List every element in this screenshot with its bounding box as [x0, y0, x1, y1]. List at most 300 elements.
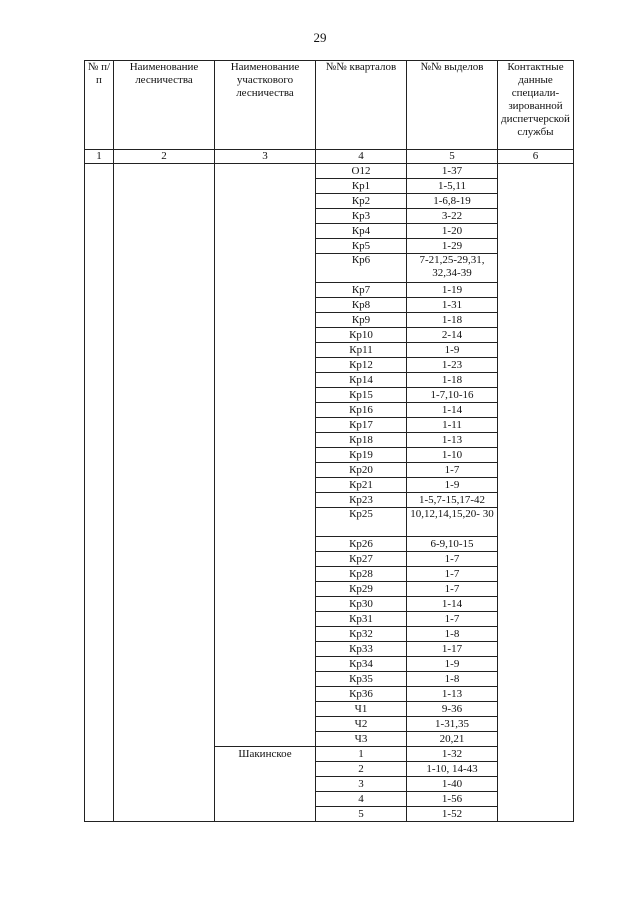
vydel-cell: 1-20: [407, 224, 498, 239]
vydel-cell: 1-8: [407, 672, 498, 687]
district-forestry-cell: [215, 254, 316, 283]
forestry-cell: [114, 777, 215, 792]
district-forestry-cell: [215, 657, 316, 672]
kvartal-cell: 3: [316, 777, 407, 792]
district-forestry-cell: Шакинское: [215, 747, 316, 762]
table-row: [85, 448, 574, 463]
forestry-cell: [114, 807, 215, 822]
forestry-cell: [114, 194, 215, 209]
table-row: [85, 493, 574, 508]
row-number-cell: [85, 463, 114, 478]
vydel-cell: 1-5,7-15,17-42: [407, 493, 498, 508]
contacts-cell: [498, 313, 574, 328]
forestry-cell: [114, 209, 215, 224]
row-number-cell: [85, 328, 114, 343]
district-forestry-cell: [215, 567, 316, 582]
kvartal-cell: Кр14: [316, 373, 407, 388]
header-vydels: №№ выделов: [407, 61, 498, 150]
column-number: 4: [316, 150, 407, 164]
table-row: [85, 328, 574, 343]
forestry-cell: [114, 627, 215, 642]
contacts-cell: [498, 552, 574, 567]
contacts-cell: [498, 717, 574, 732]
table-row: [85, 433, 574, 448]
table-row: [85, 612, 574, 627]
table-row: [85, 567, 574, 582]
vydel-cell: 1-17: [407, 642, 498, 657]
vydel-cell: 1-29: [407, 239, 498, 254]
kvartal-cell: Кр12: [316, 358, 407, 373]
vydel-cell: 1-14: [407, 597, 498, 612]
table-row: [85, 283, 574, 298]
contacts-cell: [498, 239, 574, 254]
contacts-cell: [498, 732, 574, 747]
district-forestry-cell: [215, 298, 316, 313]
kvartal-cell: Кр5: [316, 239, 407, 254]
contacts-cell: [498, 388, 574, 403]
forestry-cell: [114, 313, 215, 328]
vydel-cell: 2-14: [407, 328, 498, 343]
kvartal-cell: Кр16: [316, 403, 407, 418]
row-number-cell: [85, 179, 114, 194]
forestry-cell: [114, 672, 215, 687]
table-row: [85, 582, 574, 597]
row-number-cell: [85, 493, 114, 508]
district-forestry-cell: [215, 343, 316, 358]
row-number-cell: [85, 567, 114, 582]
vydel-cell: 1-11: [407, 418, 498, 433]
table-row: [85, 209, 574, 224]
table-row: [85, 358, 574, 373]
kvartal-cell: Кр15: [316, 388, 407, 403]
forestry-cell: [114, 433, 215, 448]
district-forestry-cell: [215, 448, 316, 463]
row-number-cell: [85, 343, 114, 358]
table-row: [85, 403, 574, 418]
vydel-cell: 20,21: [407, 732, 498, 747]
forestry-cell: [114, 687, 215, 702]
kvartal-cell: Кр30: [316, 597, 407, 612]
contacts-cell: [498, 224, 574, 239]
kvartal-cell: Кр29: [316, 582, 407, 597]
row-number-cell: [85, 283, 114, 298]
contacts-cell: [498, 597, 574, 612]
kvartal-cell: Кр28: [316, 567, 407, 582]
kvartal-cell: 2: [316, 762, 407, 777]
district-forestry-cell: [215, 224, 316, 239]
row-number-cell: [85, 418, 114, 433]
district-forestry-cell: [215, 552, 316, 567]
contacts-cell: [498, 478, 574, 493]
district-forestry-cell: [215, 687, 316, 702]
district-forestry-cell: [215, 433, 316, 448]
kvartal-cell: Кр35: [316, 672, 407, 687]
vydel-cell: 9-36: [407, 702, 498, 717]
row-number-cell: [85, 792, 114, 807]
vydel-cell: 1-19: [407, 283, 498, 298]
district-forestry-cell: [215, 239, 316, 254]
district-forestry-cell: [215, 328, 316, 343]
district-forestry-cell: [215, 403, 316, 418]
forestry-cell: [114, 567, 215, 582]
row-number-cell: [85, 194, 114, 209]
table-row: [85, 164, 574, 179]
forestry-cell: [114, 403, 215, 418]
vydel-cell: 1-10, 14-43: [407, 762, 498, 777]
row-number-cell: [85, 224, 114, 239]
forestry-cell: [114, 702, 215, 717]
vydel-cell: 1-32: [407, 747, 498, 762]
kvartal-cell: Ч1: [316, 702, 407, 717]
contacts-cell: [498, 179, 574, 194]
kvartal-cell: Кр17: [316, 418, 407, 433]
row-number-cell: [85, 582, 114, 597]
kvartal-cell: Кр4: [316, 224, 407, 239]
contacts-cell: [498, 343, 574, 358]
kvartal-cell: Кр8: [316, 298, 407, 313]
row-number-cell: [85, 537, 114, 552]
row-number-cell: [85, 388, 114, 403]
column-number-row: [85, 150, 574, 164]
forestry-cell: [114, 792, 215, 807]
contacts-cell: [498, 194, 574, 209]
district-forestry-cell: [215, 209, 316, 224]
row-number-cell: [85, 777, 114, 792]
contacts-cell: [498, 373, 574, 388]
contacts-cell: [498, 747, 574, 762]
table-row: [85, 717, 574, 732]
row-number-cell: [85, 478, 114, 493]
district-forestry-cell: [215, 164, 316, 179]
contacts-cell: [498, 254, 574, 283]
district-forestry-cell: [215, 418, 316, 433]
row-number-cell: [85, 762, 114, 777]
contacts-cell: [498, 283, 574, 298]
forestry-cell: [114, 478, 215, 493]
table-row: [85, 313, 574, 328]
row-number-cell: [85, 508, 114, 537]
forestry-cell: [114, 254, 215, 283]
forestry-cell: [114, 164, 215, 179]
table-row: [85, 254, 574, 283]
contacts-cell: [498, 298, 574, 313]
column-number: 6: [498, 150, 574, 164]
kvartal-cell: Кр34: [316, 657, 407, 672]
table-row: [85, 224, 574, 239]
forestry-cell: [114, 224, 215, 239]
forestry-cell: [114, 582, 215, 597]
table-row: [85, 298, 574, 313]
forestry-cell: [114, 612, 215, 627]
district-forestry-cell: [215, 627, 316, 642]
table-row: [85, 552, 574, 567]
forestry-cell: [114, 552, 215, 567]
district-forestry-cell: [215, 537, 316, 552]
kvartal-cell: Кр25: [316, 508, 407, 537]
forestry-cell: [114, 179, 215, 194]
kvartal-cell: 5: [316, 807, 407, 822]
kvartal-cell: Ч2: [316, 717, 407, 732]
row-number-cell: [85, 747, 114, 762]
contacts-cell: [498, 463, 574, 478]
vydel-cell: 1-7: [407, 552, 498, 567]
table-row: [85, 642, 574, 657]
vydel-cell: 1-7: [407, 463, 498, 478]
forestry-cell: [114, 298, 215, 313]
table-row: [85, 627, 574, 642]
contacts-cell: [498, 418, 574, 433]
contacts-cell: [498, 537, 574, 552]
row-number-cell: [85, 298, 114, 313]
row-number-cell: [85, 702, 114, 717]
header-kvartals: №№ кварталов: [316, 61, 407, 150]
contacts-cell: [498, 642, 574, 657]
district-forestry-cell: [215, 373, 316, 388]
contacts-cell: [498, 328, 574, 343]
vydel-cell: 1-23: [407, 358, 498, 373]
vydel-cell: 1-7,10-16: [407, 388, 498, 403]
forestry-cell: [114, 448, 215, 463]
vydel-cell: 10,12,14,15,20- 30: [407, 508, 498, 537]
vydel-cell: 1-7: [407, 612, 498, 627]
table-row: [85, 777, 574, 792]
kvartal-cell: Кр18: [316, 433, 407, 448]
column-number: 3: [215, 150, 316, 164]
contacts-cell: [498, 687, 574, 702]
row-number-cell: [85, 717, 114, 732]
forestry-cell: [114, 537, 215, 552]
vydel-cell: 1-10: [407, 448, 498, 463]
table-row: [85, 478, 574, 493]
district-forestry-cell: [215, 732, 316, 747]
forestry-cell: [114, 508, 215, 537]
table-row: [85, 597, 574, 612]
district-forestry-cell: [215, 179, 316, 194]
table-row: [85, 537, 574, 552]
forestry-cell: [114, 418, 215, 433]
column-number: 1: [85, 150, 114, 164]
vydel-cell: 1-6,8-19: [407, 194, 498, 209]
vydel-cell: 1-7: [407, 582, 498, 597]
row-number-cell: [85, 732, 114, 747]
vydel-cell: 1-13: [407, 433, 498, 448]
contacts-cell: [498, 582, 574, 597]
forestry-cell: [114, 358, 215, 373]
kvartal-cell: Кр11: [316, 343, 407, 358]
forestry-cell: [114, 717, 215, 732]
vydel-cell: 1-31: [407, 298, 498, 313]
table-row: [85, 792, 574, 807]
kvartal-cell: Кр20: [316, 463, 407, 478]
forestry-cell: [114, 597, 215, 612]
district-forestry-cell: [215, 358, 316, 373]
kvartal-cell: 1: [316, 747, 407, 762]
district-forestry-cell: [215, 493, 316, 508]
district-forestry-cell: [215, 313, 316, 328]
row-number-cell: [85, 313, 114, 328]
row-number-cell: [85, 403, 114, 418]
vydel-cell: 1-7: [407, 567, 498, 582]
table-row: [85, 657, 574, 672]
district-forestry-cell: [215, 597, 316, 612]
contacts-cell: [498, 627, 574, 642]
vydel-cell: 1-9: [407, 343, 498, 358]
kvartal-cell: Кр27: [316, 552, 407, 567]
header-num: № п/п: [85, 61, 114, 150]
district-forestry-cell: [215, 194, 316, 209]
row-number-cell: [85, 254, 114, 283]
kvartal-cell: Кр7: [316, 283, 407, 298]
row-number-cell: [85, 657, 114, 672]
kvartal-cell: Кр23: [316, 493, 407, 508]
header-district-forestry: Наименование участкового лесничества: [215, 61, 316, 150]
row-number-cell: [85, 373, 114, 388]
forestry-cell: [114, 283, 215, 298]
table-row: [85, 508, 574, 537]
table-row: [85, 388, 574, 403]
kvartal-cell: Кр10: [316, 328, 407, 343]
vydel-cell: 1-8: [407, 627, 498, 642]
row-number-cell: [85, 612, 114, 627]
contacts-cell: [498, 209, 574, 224]
district-forestry-cell: [215, 702, 316, 717]
kvartal-cell: Кр26: [316, 537, 407, 552]
vydel-cell: 1-31,35: [407, 717, 498, 732]
vydel-cell: 1-18: [407, 373, 498, 388]
contacts-cell: [498, 433, 574, 448]
forestry-cell: [114, 762, 215, 777]
forestry-cell: [114, 463, 215, 478]
row-number-cell: [85, 642, 114, 657]
contacts-cell: [498, 164, 574, 179]
vydel-cell: 1-18: [407, 313, 498, 328]
kvartal-cell: Кр32: [316, 627, 407, 642]
contacts-cell: [498, 508, 574, 537]
table-row: [85, 687, 574, 702]
page-number: 29: [313, 30, 327, 45]
kvartal-cell: Кр19: [316, 448, 407, 463]
district-forestry-cell: [215, 762, 316, 777]
district-forestry-cell: [215, 672, 316, 687]
forestry-cell: [114, 642, 215, 657]
contacts-cell: [498, 448, 574, 463]
row-number-cell: [85, 433, 114, 448]
district-forestry-cell: [215, 582, 316, 597]
table-row: [85, 239, 574, 254]
kvartal-cell: Ч3: [316, 732, 407, 747]
table-row: [85, 732, 574, 747]
row-number-cell: [85, 209, 114, 224]
district-forestry-cell: [215, 717, 316, 732]
vydel-cell: 1-9: [407, 478, 498, 493]
vydel-cell: 1-14: [407, 403, 498, 418]
vydel-cell: 3-22: [407, 209, 498, 224]
table-row: [85, 807, 574, 822]
contacts-cell: [498, 657, 574, 672]
kvartal-cell: 4: [316, 792, 407, 807]
kvartal-cell: Кр36: [316, 687, 407, 702]
vydel-cell: 1-40: [407, 777, 498, 792]
vydel-cell: 6-9,10-15: [407, 537, 498, 552]
forestry-cell: [114, 388, 215, 403]
forestry-cell: [114, 657, 215, 672]
kvartal-cell: О12: [316, 164, 407, 179]
forestry-cell: [114, 493, 215, 508]
forestry-cell: [114, 343, 215, 358]
kvartal-cell: Кр33: [316, 642, 407, 657]
row-number-cell: [85, 627, 114, 642]
header-contacts: Контактные данные специали-зированной диспетчерской службы: [498, 61, 574, 150]
kvartal-cell: Кр3: [316, 209, 407, 224]
contacts-cell: [498, 807, 574, 822]
district-forestry-cell: [215, 463, 316, 478]
kvartal-cell: Кр1: [316, 179, 407, 194]
row-number-cell: [85, 239, 114, 254]
row-number-cell: [85, 807, 114, 822]
table-row: [85, 194, 574, 209]
vydel-cell: 1-9: [407, 657, 498, 672]
forestry-cell: [114, 732, 215, 747]
vydel-cell: 1-56: [407, 792, 498, 807]
district-forestry-cell: [215, 283, 316, 298]
table-row: [85, 373, 574, 388]
kvartal-cell: Кр2: [316, 194, 407, 209]
forestry-cell: [114, 239, 215, 254]
district-forestry-cell: [215, 478, 316, 493]
kvartal-cell: Кр6: [316, 254, 407, 283]
district-forestry-cell: [215, 792, 316, 807]
contacts-cell: [498, 493, 574, 508]
district-forestry-cell: [215, 508, 316, 537]
contacts-cell: [498, 403, 574, 418]
contacts-cell: [498, 567, 574, 582]
district-forestry-cell: [215, 807, 316, 822]
table-row: [85, 463, 574, 478]
vydel-cell: 1-13: [407, 687, 498, 702]
column-number: 2: [114, 150, 215, 164]
header-forestry: Наименование лесничества: [114, 61, 215, 150]
table-row: [85, 672, 574, 687]
table-row: [85, 179, 574, 194]
contacts-cell: [498, 792, 574, 807]
forestry-table: [84, 60, 574, 822]
header-row: [85, 61, 574, 150]
forestry-cell: [114, 747, 215, 762]
row-number-cell: [85, 597, 114, 612]
table-row: [85, 702, 574, 717]
forestry-cell: [114, 373, 215, 388]
district-forestry-cell: [215, 388, 316, 403]
district-forestry-cell: [215, 612, 316, 627]
contacts-cell: [498, 777, 574, 792]
row-number-cell: [85, 448, 114, 463]
row-number-cell: [85, 687, 114, 702]
table-row: [85, 418, 574, 433]
contacts-cell: [498, 702, 574, 717]
kvartal-cell: Кр31: [316, 612, 407, 627]
row-number-cell: [85, 164, 114, 179]
forestry-cell: [114, 328, 215, 343]
vydel-cell: 1-5,11: [407, 179, 498, 194]
contacts-cell: [498, 762, 574, 777]
table-row: [85, 747, 574, 762]
vydel-cell: 1-52: [407, 807, 498, 822]
table-row: [85, 762, 574, 777]
kvartal-cell: Кр9: [316, 313, 407, 328]
column-number: 5: [407, 150, 498, 164]
district-forestry-cell: [215, 642, 316, 657]
contacts-cell: [498, 358, 574, 373]
